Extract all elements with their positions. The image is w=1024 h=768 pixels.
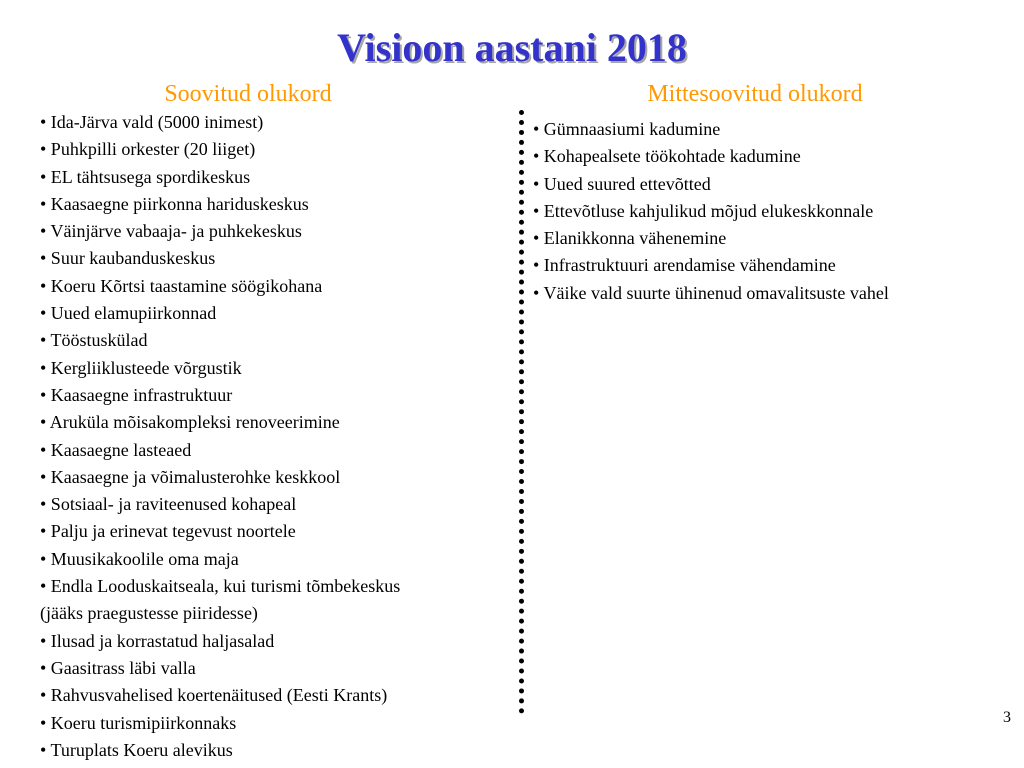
list-item: • Aruküla mõisakompleksi renoveerimine [40,412,340,433]
list-item: • Koeru turismipiirkonnaks [40,712,237,733]
list-item: • Elanikkonna vähenemine [533,228,727,249]
list-item: • Turuplats Koeru alevikus [40,739,233,760]
list-item: • Uued suured ettevõtted [533,173,711,194]
list-item: • Palju ja erinevat tegevust noortele [40,521,296,542]
list-item: • Kergliiklusteede võrgustik [40,357,242,378]
list-item: • Puhkpilli orkester (20 liiget) [40,139,256,160]
list-item: • Suur kaubanduskeskus [40,248,216,269]
list-item: • Infrastruktuuri arendamise vähendamine [533,255,836,276]
list-item: • Koeru Kõrtsi taastamine söögikohana [40,275,323,296]
column-divider [519,110,524,714]
list-item: • Kaasaegne infrastruktuur [40,384,233,405]
desired-situation-heading: Soovitud olukord [164,81,332,107]
list-item: • Ilusad ja korrastatud haljasalad [40,630,275,651]
slide-title: Visioon aastani 2018 [337,25,687,70]
list-item: • Kaasaegne piirkonna hariduskeskus [40,193,309,214]
page-number: 3 [1003,709,1011,726]
list-item: • Väike vald suurte ühinenud omavalitsuste vahel [533,282,889,303]
list-item: • Endla Looduskaitseala, kui turismi tõmbekeskus [40,576,401,597]
list-item-continuation: (jääks praegustesse piiridesse) [40,603,258,624]
list-item: • Sotsiaal- ja raviteenused kohapeal [40,494,297,515]
list-item: • Kohapealsete töökohtade kadumine [533,146,801,167]
undesired-situation-list [533,116,1003,307]
list-item: • Rahvusvahelised koertenäitused (Eesti Krants) [40,685,388,706]
list-item: • Väinjärve vabaaja- ja puhkekeskus [40,221,302,242]
desired-situation-list [40,109,510,764]
list-item: • Gaasitrass läbi valla [40,657,196,678]
list-item: • Ida-Järva vald (5000 inimest) [40,112,264,132]
list-item: • Uued elamupiirkonnad [40,303,217,324]
list-item: • Tööstuskülad [40,330,148,351]
list-item: • Ettevõtluse kahjulikud mõjud elukeskkonnale [533,200,874,221]
list-item: • Gümnaasiumi kadumine [533,119,721,139]
undesired-situation-heading: Mittesoovitud olukord [647,81,863,107]
list-item: • Kaasaegne ja võimalusterohke keskkool [40,466,341,487]
list-item: • EL tähtsusega spordikeskus [40,166,251,187]
list-item: • Kaasaegne lasteaed [40,439,192,460]
list-item: • Muusikakoolile oma maja [40,548,239,569]
